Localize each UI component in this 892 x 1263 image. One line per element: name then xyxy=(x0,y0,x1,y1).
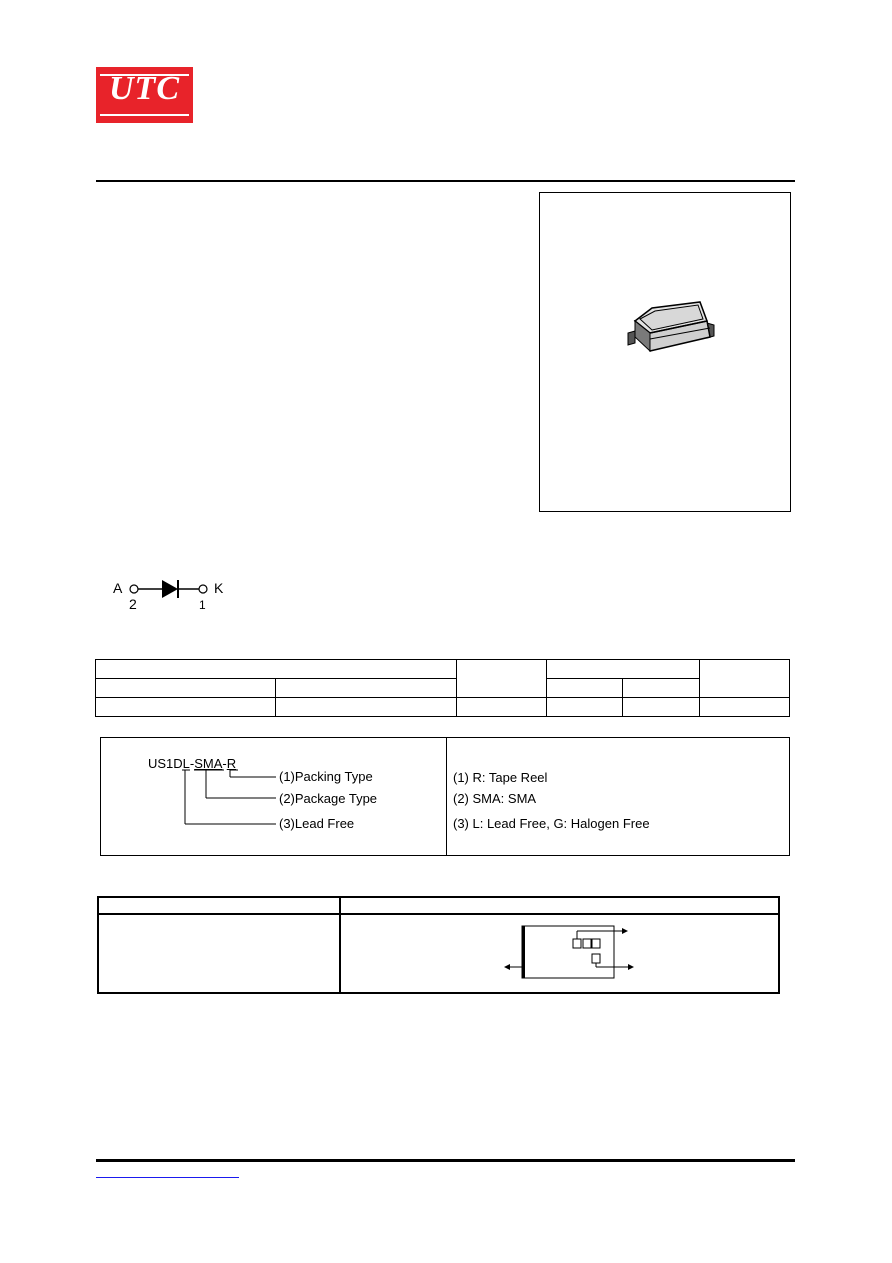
part-number-package: SMA xyxy=(194,756,223,771)
table-cell xyxy=(700,660,790,698)
footer-link-underline[interactable] xyxy=(96,1177,239,1178)
ordering-info-table xyxy=(95,659,790,717)
header-rule xyxy=(96,180,795,182)
package-type-label: (2)Package Type xyxy=(279,791,378,806)
cathode-label: K xyxy=(214,580,224,596)
logo-text: UTC xyxy=(109,70,180,107)
table-cell xyxy=(276,679,456,698)
table-cell xyxy=(96,698,276,717)
footer-rule xyxy=(96,1159,795,1162)
lead-free-value: (3) L: Lead Free, G: Halogen Free xyxy=(453,816,650,831)
table-cell xyxy=(456,698,546,717)
table-cell xyxy=(546,660,700,679)
table-cell xyxy=(623,698,700,717)
table-cell xyxy=(456,660,546,698)
package-type-value: (2) SMA: SMA xyxy=(453,791,537,806)
package-image-frame xyxy=(539,192,791,512)
table-cell xyxy=(546,698,623,717)
utc-logo xyxy=(96,67,193,123)
sma-package-icon xyxy=(540,193,792,513)
decoder-divider xyxy=(446,737,447,856)
part-number-separator: - xyxy=(222,756,227,771)
marking-header-rule xyxy=(97,913,780,915)
table-cell xyxy=(96,679,276,698)
part-number-packing: R xyxy=(226,756,237,771)
table-cell xyxy=(96,660,457,679)
decoder-leader-lines xyxy=(150,768,290,830)
anode-pin: 2 xyxy=(129,596,137,612)
table-cell xyxy=(623,679,700,698)
lead-free-label: (3)Lead Free xyxy=(279,816,355,831)
cathode-pin: 1 xyxy=(199,598,206,612)
marking-diagram xyxy=(500,922,640,982)
packing-type-label: (1)Packing Type xyxy=(279,769,373,784)
anode-label: A xyxy=(113,580,123,596)
table-cell xyxy=(700,698,790,717)
table-cell xyxy=(276,698,456,717)
packing-type-value: (1) R: Tape Reel xyxy=(453,770,548,785)
table-cell xyxy=(546,679,623,698)
marking-table xyxy=(97,896,780,994)
marking-column-divider xyxy=(339,896,341,994)
part-number-base: US1DL- xyxy=(148,756,195,771)
